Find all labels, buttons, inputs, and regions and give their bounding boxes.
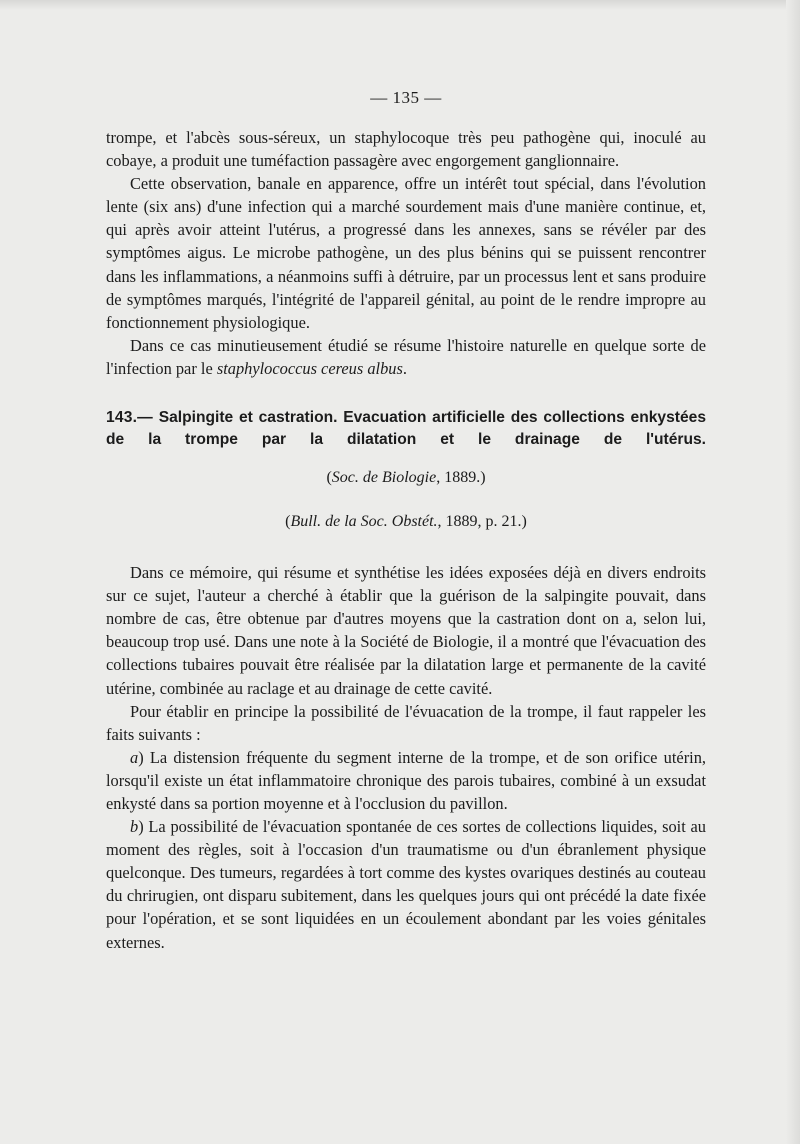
page-number: — 135 —: [370, 88, 442, 107]
citation-rest: , 1889, p. 21.): [437, 513, 527, 531]
citation-bull-soc-obstet: [106, 511, 706, 533]
citation-open: (: [285, 513, 291, 531]
citation-journal: Bull. de la Soc. Obstét.: [290, 513, 438, 531]
list-item-b: [106, 815, 706, 954]
paragraph-principle: Pour établir en principe la possibilité de l'évuacation de la trompe, il faut rappeler les faits suivants :: [106, 701, 706, 744]
section-body: [106, 561, 706, 954]
paragraph-text-after: .: [402, 358, 407, 378]
book-page: [106, 88, 706, 954]
scan-edge-top: [0, 0, 800, 10]
species-name: staphylococcus cereus albus: [216, 358, 403, 378]
list-item-text: ) La distension fréquente du segment interne de la trompe, et de son orifice utérin, lorsqu'il existe un état inflammatoire chronique des parois tubaires, combiné à un exsudat enkysté dans sa portion moyenne et à l'occlusion du pavillon.: [106, 747, 706, 813]
list-marker: b: [130, 817, 139, 837]
list-marker: a: [130, 747, 139, 767]
scan-edge-right: [786, 0, 800, 1144]
paragraph-observation: Cette observation, banale en apparence, offre un intérêt tout spécial, dans l'évolution lente (six ans) d'une infection qui a marché sourdement mais d'une manière continue, et, qui après avoir atteint l'utérus, a progressé dans les annexes, sans se révéler par des symptômes aigus. Le microbe pathogène, un des plus bénins qui se puissent rencontrer dans les inflammations, a néanmoins suffi à détruire, par un processus lent et sans produire de symptômes marqués, l'intégrité de l'appareil génital, au point de le rendre impropre au fonctionnement physiologique.: [106, 174, 706, 332]
citation-open: (: [326, 469, 332, 487]
citation-journal: Soc. de Biologie: [331, 469, 437, 487]
list-item-a: [106, 746, 706, 815]
paragraph-memoire: Dans ce mémoire, qui résume et synthétise les idées exposées déjà en divers endroits sur ce sujet, l'auteur a cherché à établir que la guérison de la salpingite pouvait, dans nombre de cas, être obtenue par d'autres moyens que la castration dont on a, selon lui, beaucoup trop usé. Dans une note à la Société de Biologie, il a montré que l'évacuation des collections tubaires pouvait être réalisée par la dilatation large et permanente de la cavité utérine, combinée au raclage et au drainage de cette cavité.: [106, 563, 706, 698]
paragraph-natural-history: [106, 334, 706, 380]
list-item-text: ) La possibilité de l'évacuation spontanée de ces sortes de collections liquides, soit au moment des règles, soit à l'occasion d'un traumatisme ou d'un ébranlement physique quelconque. Des tumeurs, regardées à tort comme des kystes ovariques destinés au couteau du chrirugien, ont disparu subitement, dans les quelques jours qui ont précédé la date fixée pour l'opération, et se sont liquidées en un écoulement abondant par les voies génitales externes.: [106, 817, 706, 952]
section-title: Salpingite et castration. Evacuation artificielle des collections enkystées de la trompe par la dilatation et le drainage de l'utérus.: [106, 409, 706, 449]
paragraph-continuation: trompe, et l'abcès sous-séreux, un staphylocoque très peu pathogène qui, inoculé au cobaye, a produit une tuméfaction passagère avec engorgement ganglionnaire.: [106, 128, 706, 171]
section-number: 143.—: [106, 409, 153, 427]
citation-soc-biologie: [106, 467, 706, 489]
paragraph-text-before: Dans ce cas minutieusement étudié se résume l'histoire naturelle en quelque sorte de l'infection par le: [106, 335, 706, 378]
citation-rest: , 1889.): [436, 469, 486, 487]
section-heading: [106, 407, 706, 451]
